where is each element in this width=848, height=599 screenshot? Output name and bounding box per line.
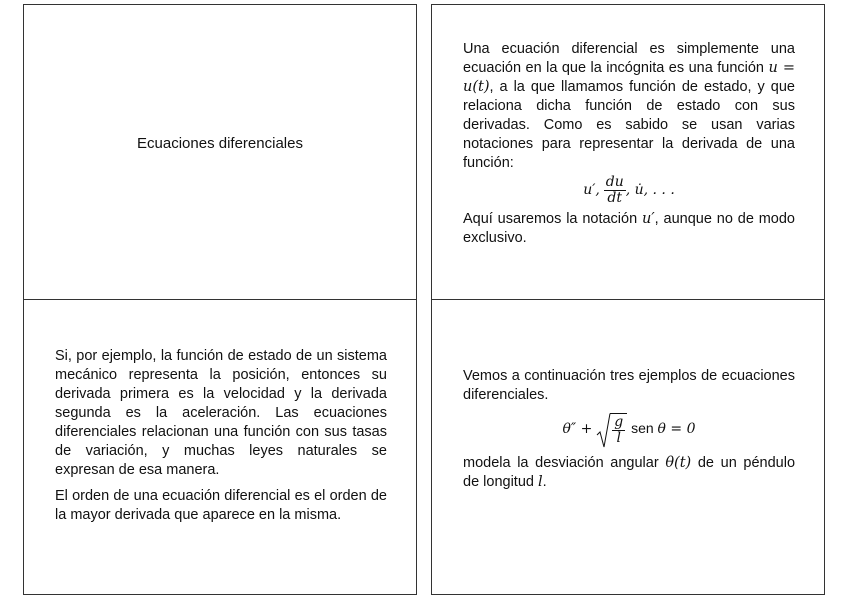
derivative-notations-equation xyxy=(463,175,795,206)
notation-text-a: Aquí usaremos la notación xyxy=(463,211,643,227)
explanation-paragraph-1: Si, por ejemplo, la función de estado de un sistema mecánico representa la posición, entonces su derivada primera es la velocidad y la derivada segunda es la aceleración. Las ecuaciones diferenciales relacionan una función con sus tasas de variación, y muchas leyes naturales se expresan de esa manera. xyxy=(55,348,387,478)
pendulum-description xyxy=(463,454,795,492)
explanation-paragraph-2: El orden de una ecuación diferencial es el orden de la mayor derivada que aparece en la misma. xyxy=(55,488,387,523)
pendulum-text-b: de un péndulo de longitud xyxy=(463,455,796,490)
definition-paragraph xyxy=(463,40,795,173)
slide-examples-panel xyxy=(431,299,825,595)
definition-text-a: Una ecuación diferencial es simplemente una ecuación en la que la incógnita es una función xyxy=(463,41,795,76)
examples-text xyxy=(463,367,795,492)
fraction-numerator: du xyxy=(605,174,624,190)
pendulum-text-a: modela la desviación angular xyxy=(463,455,666,471)
fraction-numerator: g xyxy=(614,414,624,430)
math-theta-t: θ(t) xyxy=(665,455,692,471)
slide-title: Ecuaciones diferenciales xyxy=(137,135,303,152)
eq-theta: θ″ + xyxy=(562,421,593,438)
eq-tail: θ = 0 xyxy=(657,421,696,438)
slide-definition-panel xyxy=(431,4,825,300)
notation-text-b: , aunque no de modo exclusivo. xyxy=(463,211,796,246)
explanation-text xyxy=(55,347,387,525)
pendulum-equation xyxy=(463,413,795,446)
math-l: l xyxy=(537,474,543,490)
fraction-denominator: dt xyxy=(607,190,623,206)
eq-uprime: u′, xyxy=(583,182,600,199)
fraction-denominator: l xyxy=(616,430,621,446)
fraction-g-l xyxy=(612,415,625,446)
notation-paragraph xyxy=(463,210,795,248)
radical-sign-icon xyxy=(596,413,611,449)
eq-sen: sen xyxy=(631,420,654,437)
definition-text xyxy=(463,40,795,248)
examples-intro: Vemos a continuación tres ejemplos de ecuaciones diferenciales. xyxy=(463,368,795,403)
pendulum-text-c: . xyxy=(542,474,547,490)
square-root xyxy=(596,413,627,446)
math-uprime: u′ xyxy=(642,211,655,227)
slide-title-panel xyxy=(23,4,417,300)
slide-explanation-panel xyxy=(23,299,417,595)
math-u-eq: u = u(t) xyxy=(463,60,795,95)
eq-rest: , u̇, . . . xyxy=(625,182,675,199)
definition-text-b: , a la que llamamos función de estado, y que relaciona dicha función de estado con sus derivadas. Como es sabido se usan varias notaciones para representar la derivada de una función: xyxy=(463,79,795,171)
fraction-du-dt xyxy=(604,175,626,206)
